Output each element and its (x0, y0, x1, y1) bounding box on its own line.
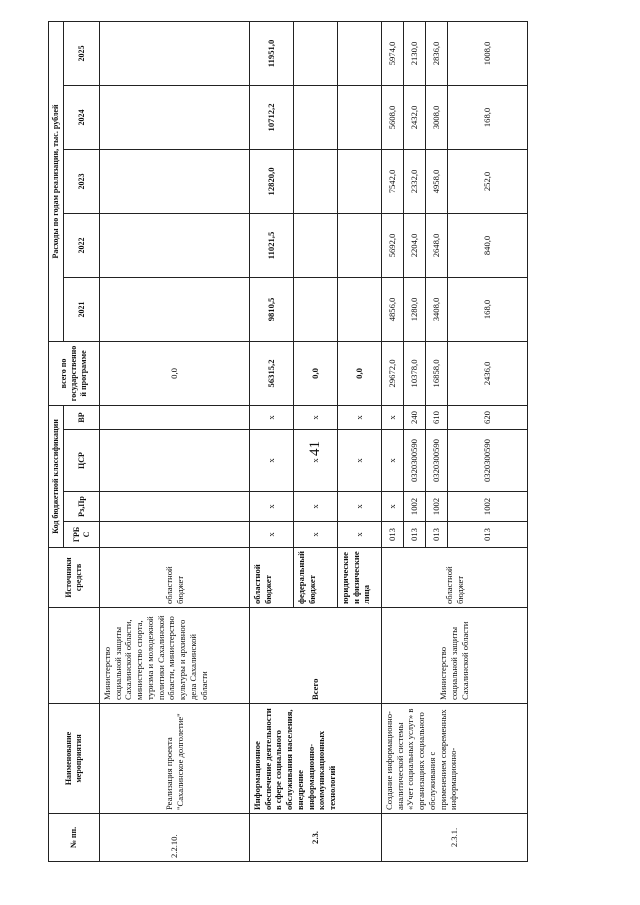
cell-source: юридические и физические лица (338, 548, 382, 608)
cell-name: Реализация проекта "Сахалинское долголетие" (100, 704, 250, 814)
table-row (382, 21, 404, 861)
cell-name: Создание информационно-аналитической системы «Учет социальных услуг» в организациях социального обслуживания с применением современных информационно- (382, 704, 528, 814)
cell-total: 0,0 (338, 341, 382, 405)
cell-name: Информационное обеспечение деятельности в сфере социального обслуживания населения, внедрение информационно-коммуникационных технологий (250, 704, 382, 814)
header-2024: 2024 (64, 85, 100, 149)
header-rzpr: Рз,Пр (64, 492, 100, 522)
cell-vr: 240 (404, 405, 426, 429)
cell-total: 16858,0 (426, 341, 448, 405)
cell-csr: х (382, 430, 404, 492)
cell-vr: 620 (448, 405, 528, 429)
cell-2021: 3408,0 (426, 277, 448, 341)
cell-2023: 252,0 (448, 149, 528, 213)
cell-2022: 2648,0 (426, 213, 448, 277)
cell-vr: 610 (426, 405, 448, 429)
header-name: Наименование мероприятия (49, 704, 100, 814)
cell-2022: 11021,5 (250, 213, 294, 277)
header-code-group: Код бюджетной классификации (49, 405, 64, 547)
header-2023: 2023 (64, 149, 100, 213)
budget-table (48, 21, 528, 862)
cell-2025: 2836,0 (426, 21, 448, 85)
table-row (100, 21, 250, 861)
cell-grbs: х (250, 522, 294, 548)
cell-source: федеральный бюджет (294, 548, 338, 608)
cell-vr: х (250, 405, 294, 429)
cell-2025: 5974,0 (382, 21, 404, 85)
cell-csr: 0320300590 (448, 430, 528, 492)
page-number: 41 (307, 441, 323, 456)
rotated-table-container (48, 22, 584, 862)
cell-total: 29672,0 (382, 341, 404, 405)
cell-executor: Министерство социальной защиты Сахалинской области (382, 608, 528, 704)
cell-grbs: 013 (404, 522, 426, 548)
cell-rzpr: 1002 (448, 492, 528, 522)
header-vr: ВР (64, 405, 100, 429)
cell-csr: 0320300590 (426, 430, 448, 492)
cell-source: областной бюджет (382, 548, 528, 608)
header-csr: ЦСР (64, 430, 100, 492)
cell-total: 0,0 (294, 341, 338, 405)
cell-rzpr: 1002 (426, 492, 448, 522)
header-num: № пп. (49, 814, 100, 862)
cell-2023: 12820,0 (250, 149, 294, 213)
header-years-group: Расходы по годам реализации, тыс. рублей (49, 21, 64, 341)
cell-csr: х (250, 430, 294, 492)
cell-num: 2.2.10. (100, 814, 250, 862)
cell-csr: 0320300590 (404, 430, 426, 492)
cell-2024: 2432,0 (404, 85, 426, 149)
header-executor (49, 608, 100, 704)
header-total: всего по государственной программе (49, 341, 100, 405)
cell-2021: 9810,5 (250, 277, 294, 341)
cell-2024: 3008,0 (426, 85, 448, 149)
cell-rzpr: х (382, 492, 404, 522)
header-2022: 2022 (64, 213, 100, 277)
cell-2022: 840,0 (448, 213, 528, 277)
cell-rzpr: 1002 (404, 492, 426, 522)
cell-executor: Всего (250, 608, 382, 704)
cell-2023: 7542,0 (382, 149, 404, 213)
cell-vr: х (382, 405, 404, 429)
header-2025: 2025 (64, 21, 100, 85)
cell-2025: 2130,0 (404, 21, 426, 85)
cell-2021: 168,0 (448, 277, 528, 341)
cell-total: 0,0 (100, 341, 250, 405)
cell-2023: 2332,0 (404, 149, 426, 213)
cell-total: 56315,2 (250, 341, 294, 405)
header-grbs: ГРБС (64, 522, 100, 548)
cell-grbs: 013 (426, 522, 448, 548)
cell-2022: 2204,0 (404, 213, 426, 277)
cell-2024: 5608,0 (382, 85, 404, 149)
cell-2025: 1008,0 (448, 21, 528, 85)
cell-grbs: 013 (382, 522, 404, 548)
cell-grbs: х (294, 522, 338, 548)
cell-2024: 10712,2 (250, 85, 294, 149)
cell-csr: х (294, 430, 338, 492)
cell-vr: х (294, 405, 338, 429)
cell-executor: Министерство социальной защиты Сахалинской области, министерство спорта, туризма и молодежной политики Сахалинской области, министерство культуры и архивного дела Сахалинской области (100, 608, 250, 704)
cell-2024: 168,0 (448, 85, 528, 149)
cell-source: областной бюджет (250, 548, 294, 608)
cell-2021: 4856,0 (382, 277, 404, 341)
cell-rzpr: х (250, 492, 294, 522)
cell-csr: х (338, 430, 382, 492)
cell-total: 2436,0 (448, 341, 528, 405)
header-2021: 2021 (64, 277, 100, 341)
cell-grbs: 013 (448, 522, 528, 548)
cell-total: 10378,0 (404, 341, 426, 405)
cell-2025: 11951,0 (250, 21, 294, 85)
header-source: Источники средств (49, 548, 100, 608)
cell-rzpr: х (294, 492, 338, 522)
cell-rzpr: х (338, 492, 382, 522)
cell-num: 2.3.1. (382, 814, 528, 862)
cell-grbs: х (338, 522, 382, 548)
cell-2021: 1280,0 (404, 277, 426, 341)
cell-vr: х (338, 405, 382, 429)
table-row (250, 21, 294, 861)
cell-num: 2.3. (250, 814, 382, 862)
cell-source: областной бюджет (100, 548, 250, 608)
cell-2023: 4958,0 (426, 149, 448, 213)
cell-2022: 5692,0 (382, 213, 404, 277)
